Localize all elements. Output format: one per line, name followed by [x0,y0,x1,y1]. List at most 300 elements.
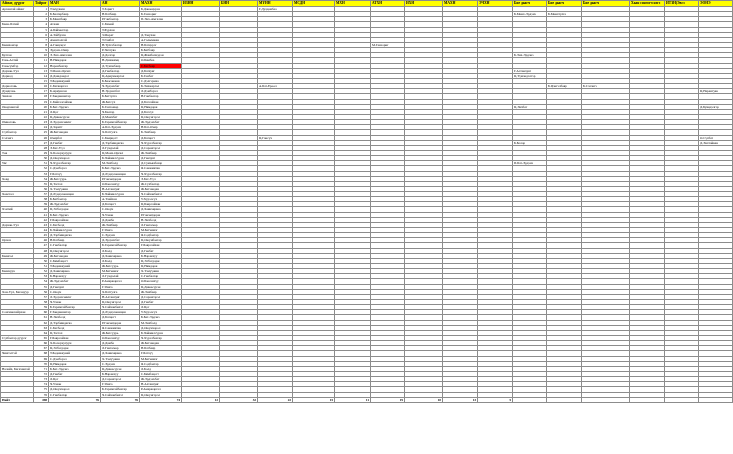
constituency-number-cell[interactable]: 19 [34,99,49,104]
candidate-cell[interactable]: С.Бамай [101,22,140,27]
candidate-cell[interactable]: Ц.Элбэгдорж [140,258,182,263]
constituency-number-cell[interactable]: 9 [34,48,49,53]
district-cell[interactable]: Баянхонгор [1,42,34,47]
candidate-cell[interactable]: Ж.Сүхбаатар [140,181,182,186]
total-count-cell[interactable] [699,397,733,402]
candidate-cell[interactable]: Ж.Энхбаяр [101,222,140,227]
candidate-cell[interactable]: Х.Тэмүүжин [49,186,101,191]
candidate-cell[interactable]: Р.Гончигдорж [140,212,182,217]
candidate-cell[interactable]: Ц.Даваасүрэн [140,284,182,289]
candidate-cell[interactable]: Д.Тэрбишдагва [49,233,101,238]
candidate-cell[interactable]: Ч.Сайханбилэг [101,392,140,397]
candidate-cell[interactable]: Г.Баярсайхан [49,336,101,341]
constituency-number-cell[interactable]: 49 [34,253,49,258]
candidate-cell[interactable]: Д.Тлеухан [140,32,182,37]
candidate-cell[interactable]: Т.Бадамжунай [49,351,101,356]
candidate-cell[interactable]: Н.Батцэрэг [140,42,182,47]
candidate-cell[interactable]: Г.Баярсайхан [49,217,101,222]
column-header[interactable]: Аймаг, дүүрэг [1,1,34,7]
constituency-number-cell[interactable]: 8 [34,42,49,47]
candidate-cell[interactable]: Р.Энхтуяа [101,48,140,53]
candidate-cell[interactable]: Ц.Оюунбаатар [140,238,182,243]
candidate-cell[interactable]: Б.Батбаяр [140,48,182,53]
candidate-cell[interactable]: Р.Амаржаргал [140,387,182,392]
district-cell[interactable]: Хан-Уул, Багануур [1,289,34,294]
candidate-cell[interactable]: Л.Цог [49,109,101,114]
candidate-cell[interactable]: Д.Оюунхорол [49,387,101,392]
constituency-number-cell[interactable]: 26 [34,135,49,140]
candidate-cell[interactable]: О.Бямбаа [140,58,182,63]
candidate-cell[interactable]: Б.Баасанжав [101,78,140,83]
candidate-cell[interactable]: Ц.Даваасүрэн [49,114,101,119]
constituency-number-cell[interactable]: 67 [34,346,49,351]
constituency-number-cell[interactable]: 14 [34,73,49,78]
candidate-cell[interactable]: Б.Бат-Эрдэнэ [49,104,101,109]
candidate-cell[interactable]: Б.Мөнх-Эрдэнэ [513,12,547,17]
candidate-cell[interactable]: Д.Дашдондог [49,73,101,78]
candidate-cell[interactable]: Ч.Улаан [101,212,140,217]
constituency-number-cell[interactable]: 31 [34,161,49,166]
constituency-number-cell[interactable]: 29 [34,150,49,155]
candidate-cell[interactable]: Д.Хаянхярваа [101,351,140,356]
candidate-cell[interactable]: А.Галымжан [140,37,182,42]
constituency-number-cell[interactable]: 23 [34,120,49,125]
district-cell[interactable]: Дорноговь [1,84,34,89]
constituency-number-cell[interactable]: 36 [34,186,49,191]
candidate-cell[interactable]: Ц.Баярсайхан [140,202,182,207]
candidate-cell[interactable]: Ж.Эрдэнэбат [49,202,101,207]
constituency-number-cell[interactable]: 10 [34,53,49,58]
candidate-cell[interactable]: С.Эрдэнэ [101,361,140,366]
constituency-number-cell[interactable]: 54 [34,279,49,284]
candidate-cell[interactable]: Д.Зоригт [49,125,101,130]
candidate-cell[interactable]: Л.Гантөмөр [140,222,182,227]
candidate-cell[interactable]: Ц.Элбэгдорж [49,207,101,212]
column-header[interactable]: ИТЗН(Эвсэ [665,1,699,7]
column-header[interactable]: БНН [220,1,258,7]
candidate-cell[interactable]: Н.Алтанхуяг [101,294,140,299]
candidate-cell[interactable]: Ц.Элбэгдорж [49,346,101,351]
candidate-cell[interactable]: Х.Болорчулуун [49,341,101,346]
candidate-cell[interactable]: Ц.Нямдорж [140,264,182,269]
candidate-cell[interactable]: Д.Ганбат [49,371,101,376]
candidate-cell[interactable]: Д.Энхтайван [699,140,733,145]
total-count-cell[interactable] [582,397,630,402]
candidate-cell[interactable]: Н.Батбаяр [49,238,101,243]
candidate-cell[interactable]: Б.Гантөмөр [101,104,140,109]
candidate-cell[interactable]: Х.Тэмүүжин [140,269,182,274]
candidate-cell[interactable]: Д.Батцогт [140,135,182,140]
candidate-cell[interactable]: Н.Нямдорж [49,58,101,63]
column-header[interactable]: ИХН [405,1,443,7]
candidate-cell[interactable]: С.Дэмбэрэл [49,356,101,361]
candidate-cell[interactable]: Эрдэнэ-Очир [49,48,101,53]
candidate-cell[interactable]: Т.Бадамжунай [49,78,101,83]
constituency-number-cell[interactable]: 30 [34,156,49,161]
candidate-cell[interactable]: С.Баярцогт [101,135,140,140]
candidate-cell[interactable]: Г.Баярсайхан [140,243,182,248]
total-count-cell[interactable] [630,397,665,402]
candidate-cell[interactable]: Д.Батсүх [140,109,182,114]
candidate-cell[interactable]: Д.Хаянхярваа [49,269,101,274]
candidate-cell[interactable]: Ч.Эрдэнэбат [101,84,140,89]
constituency-number-cell[interactable]: 64 [34,330,49,335]
district-cell[interactable]: Сэлэнгэ [1,135,34,140]
district-cell[interactable]: Баян-Өлгий [1,22,34,27]
candidate-cell[interactable]: Д.Оюунхорол [140,325,182,330]
candidate-cell[interactable]: Д.Батхуяг [140,68,182,73]
candidate-cell[interactable]: С.Бямбацогт [140,371,182,376]
candidate-cell[interactable]: Д.Тэрбишдагва [101,140,140,145]
candidate-cell[interactable]: Х.Баттулга [101,130,140,135]
candidate-cell[interactable]: Ц.Нарантуяа [699,89,733,94]
candidate-cell[interactable]: Д.Сумъяабазар [140,161,182,166]
constituency-number-cell[interactable]: 21 [34,109,49,114]
candidate-cell[interactable]: Д.Оюунхорол [49,156,101,161]
constituency-number-cell[interactable]: 55 [34,284,49,289]
candidate-cell[interactable]: Д.Дамба [101,341,140,346]
candidate-cell[interactable]: Б.Чойжилсүрэн [101,192,140,197]
constituency-number-cell[interactable]: 73 [34,377,49,382]
candidate-cell[interactable]: Х.Болорчулуун [49,150,101,155]
candidate-cell[interactable]: Ц.Тогтох [49,181,101,186]
candidate-cell[interactable]: Н.Ганбаатар [140,94,182,99]
constituency-number-cell[interactable]: 1 [34,7,49,12]
candidate-cell[interactable]: Я.Содбаатар [140,361,182,366]
total-count-cell[interactable]: 11 [335,397,371,402]
constituency-number-cell[interactable]: 70 [34,361,49,366]
column-header[interactable]: ЭЧХН [478,1,513,7]
candidate-cell[interactable]: Х.Тэмүүжин [101,356,140,361]
candidate-cell[interactable]: Очирбат [49,135,101,140]
candidate-cell[interactable]: С.Эрдэнэ [101,233,140,238]
candidate-cell[interactable]: Ж.Батзандан [49,130,101,135]
candidate-cell[interactable]: Тэмүүжин [49,7,101,12]
candidate-cell[interactable]: Б.Бат-Эрдэнэ [101,166,140,171]
column-header[interactable]: ЭОНЭ [699,1,733,7]
district-cell[interactable]: Өмнөговь [1,120,34,125]
constituency-number-cell[interactable]: 68 [34,351,49,356]
candidate-cell[interactable]: Д.Лүндээжанцан [49,192,101,197]
candidate-cell[interactable]: Н.Батбаяр [101,12,140,17]
constituency-number-cell[interactable]: 76 [34,392,49,397]
constituency-number-cell[interactable]: 13 [34,68,49,73]
candidate-cell[interactable]: Г.Уянга [101,284,140,289]
candidate-cell[interactable]: Ч.Сайханбилэг [101,305,140,310]
candidate-cell[interactable]: Ж.Батзандан [140,186,182,191]
candidate-cell[interactable]: Ц.Жамбалцэрэн [140,53,182,58]
district-cell[interactable]: Сүхбаатар [1,130,34,135]
candidate-cell[interactable]: М.Батчимэг [101,269,140,274]
candidate-cell[interactable]: Д.Эрдэнэбат [101,238,140,243]
candidate-cell[interactable]: Т.Мөнх-Оргил [49,68,101,73]
constituency-number-cell[interactable]: 18 [34,94,49,99]
candidate-cell[interactable]: Ж.Батзандан [140,341,182,346]
candidate-cell[interactable]: Н.Эрдэнэбат [101,89,140,94]
district-cell[interactable]: Төв [1,150,34,155]
column-header[interactable]: Хаан сонгогч нэгэ [630,1,665,7]
candidate-cell[interactable]: О.Баасанхүү [140,279,182,284]
candidate-cell[interactable]: Н.Алтанхуяг [101,186,140,191]
candidate-cell[interactable]: Л.Болд [101,258,140,263]
candidate-cell[interactable]: Ч.Хүрэлбаатар [49,161,101,166]
constituency-number-cell[interactable]: 75 [34,387,49,392]
candidate-cell[interactable]: Ц.Оюунгэрэл [101,300,140,305]
candidate-cell[interactable]: С.Байгалсайхан [49,99,101,104]
candidate-cell[interactable]: Д.Хаянхярваа [140,207,182,212]
district-cell[interactable]: Баянгол [1,253,34,258]
district-cell[interactable]: Ховд [1,176,34,181]
district-cell[interactable]: Архангай аймаг [1,7,34,12]
candidate-cell[interactable]: Н.Бат-Очир [140,125,182,130]
candidate-cell[interactable]: Б.Чойжилсүрэн [140,330,182,335]
candidate-cell[interactable]: Ж.Эрдэнэбат [140,120,182,125]
candidate-cell[interactable]: Д.Ганхуяг [49,284,101,289]
candidate-cell[interactable]: Ц.Нямдорж [49,361,101,366]
candidate-cell[interactable]: М.Энхболд [140,320,182,325]
column-header[interactable]: МАХН [443,1,478,7]
candidate-cell[interactable]: Б.Баатарбаяр [49,12,101,17]
candidate-cell[interactable]: Ч.Хүрэлбаатар [140,171,182,176]
constituency-number-cell[interactable]: 11 [34,58,49,63]
candidate-cell[interactable]: Г.Уянга [101,228,140,233]
candidate-cell[interactable]: Л.Гүндалай [101,145,140,150]
candidate-cell[interactable]: Ж.Эрдэнэбат [49,279,101,284]
total-count-cell[interactable]: 76 [49,397,101,402]
total-count-cell[interactable]: 76 [101,397,140,402]
district-cell[interactable]: Дархан-Уул [1,68,34,73]
candidate-cell[interactable]: Ц.Энхбат [513,104,547,109]
constituency-number-cell[interactable]: 69 [34,356,49,361]
candidate-cell[interactable]: С.Батбаяр [140,63,182,68]
candidate-cell[interactable]: Н.Энхболд [140,217,182,222]
candidate-cell[interactable]: Н.Энхболд [49,315,101,320]
candidate-cell[interactable]: О.Сүхбат [699,135,733,140]
column-header[interactable]: Бие даагч [513,1,547,7]
constituency-number-cell[interactable]: 63 [34,325,49,330]
candidate-cell[interactable]: Л.Гүндалай [101,274,140,279]
candidate-cell[interactable]: Р.Гончигдорж [101,176,140,181]
candidate-cell[interactable]: Д.Мөнхбат [101,114,140,119]
constituency-number-cell[interactable]: 45 [34,233,49,238]
candidate-cell[interactable]: Т.Бадамжунай [49,264,101,269]
candidate-cell[interactable]: Д.Ганбат [140,248,182,253]
constituency-number-cell[interactable]: 32 [34,166,49,171]
candidate-cell[interactable]: Л.Цог [49,377,101,382]
candidate-cell[interactable]: С.Батжаргал [49,84,101,89]
candidate-cell[interactable]: Э.Бат-Үүл [140,176,182,181]
candidate-cell[interactable]: О.Баасанхүү [101,181,140,186]
total-count-cell[interactable]: 74 [140,397,182,402]
candidate-cell[interactable]: Ж.Батсүх [101,99,140,104]
candidate-cell[interactable]: Д.Сарангэрэл [140,145,182,150]
candidate-cell[interactable]: Б.Гарамгайбаатар [49,305,101,310]
candidate-cell[interactable]: Д.Лүндээжанцан [101,171,140,176]
constituency-number-cell[interactable]: 62 [34,320,49,325]
candidate-cell[interactable]: Б.Энхжаргал [140,84,182,89]
district-cell[interactable]: Чингэлтэй [1,351,34,356]
constituency-number-cell[interactable]: 2 [34,12,49,17]
candidate-cell[interactable]: Д.Дамба [101,217,140,222]
candidate-cell[interactable]: Ж.Батсуурь [49,176,101,181]
candidate-cell[interactable]: Б.Мөнхбаяр [49,17,101,22]
candidate-cell[interactable]: Ж.Батсуурь [101,330,140,335]
candidate-cell[interactable]: Г.Батхүү [140,351,182,356]
constituency-number-cell[interactable]: 28 [34,145,49,150]
district-cell[interactable]: Баянзүрх [1,269,34,274]
candidate-cell[interactable]: С.Батболд [49,325,101,330]
candidate-cell[interactable]: А.Бат-Ерөөл [258,84,293,89]
constituency-number-cell[interactable]: 37 [34,192,49,197]
candidate-cell[interactable]: А.Тлейхан [101,197,140,202]
district-cell[interactable]: Дундговь [1,89,34,94]
column-header[interactable]: АН [101,1,140,7]
candidate-cell[interactable]: С.Ганбаатар [140,274,182,279]
candidate-cell[interactable]: С.Батболд [49,222,101,227]
total-label[interactable]: Нийт [1,397,34,402]
candidate-cell[interactable]: Л.Цог [140,305,182,310]
candidate-cell[interactable]: С.Дэлгэрмаа [140,78,182,83]
candidate-cell[interactable]: Л.Гантөмөр [101,346,140,351]
candidate-cell[interactable]: Б.Батбаатар [49,197,101,202]
candidate-cell[interactable]: Д.Тэрбишдагва [49,320,101,325]
candidate-cell[interactable]: Ц.Мөнх-Оргил [101,150,140,155]
candidate-cell[interactable]: Д.Батсайхан [140,99,182,104]
column-header[interactable]: ИЗНН [182,1,220,7]
candidate-cell[interactable]: Б.Сэлэнгэ [582,84,630,89]
district-cell[interactable]: Хөвсгөл [1,192,34,197]
constituency-number-cell[interactable]: 34 [34,176,49,181]
candidate-cell[interactable]: Б.Бат-Эрдэнэ [49,212,101,217]
constituency-number-cell[interactable]: 53 [34,274,49,279]
candidate-cell[interactable]: Г.Занданшатар [49,94,101,99]
candidate-cell[interactable]: Р.Ганбаатар [101,17,140,22]
candidate-cell[interactable]: Ж.Батсуурь [101,264,140,269]
constituency-number-cell[interactable]: 50 [34,258,49,263]
constituency-number-cell[interactable]: 57 [34,294,49,299]
constituency-number-cell[interactable]: 66 [34,341,49,346]
candidate-cell[interactable]: Ц.Оюунгэрэл [140,114,182,119]
column-header[interactable]: АТХН [371,1,405,7]
candidate-cell[interactable]: Л.Эрдэнэчимэг [49,120,101,125]
candidate-cell[interactable]: А.Бат-Эрдэнэ [101,125,140,130]
candidate-cell[interactable]: П.Бат-Эрдэнэ [513,161,547,166]
total-count-cell[interactable]: 15 [293,397,335,402]
constituency-number-cell[interactable]: 22 [34,114,49,119]
candidate-cell[interactable]: Э.Бат-Үүл [49,145,101,150]
candidate-cell[interactable]: А.Зэйбулла [49,32,101,37]
column-header[interactable]: МСДН [293,1,335,7]
constituency-number-cell[interactable]: 7 [34,37,49,42]
constituency-number-cell[interactable]: 46 [34,238,49,243]
column-header[interactable]: МҮНН [258,1,293,7]
candidate-cell[interactable]: Ч.Хүрэлбаатар [140,336,182,341]
candidate-cell[interactable]: Наранбаатар [49,63,101,68]
candidate-cell[interactable]: Д.Ганбат [140,300,182,305]
candidate-cell[interactable]: Амантолгой [49,37,101,42]
candidate-cell[interactable]: Б.Гарамгайбаатар [101,387,140,392]
candidate-cell[interactable]: Д.Долгор [101,53,140,58]
candidate-cell[interactable]: М.Энхболд [101,161,140,166]
total-count-cell[interactable] [513,397,547,402]
constituency-number-cell[interactable]: 65 [34,336,49,341]
constituency-number-cell[interactable]: 51 [34,264,49,269]
total-count-cell[interactable]: 13 [443,397,478,402]
candidate-cell[interactable]: Д.Сарангэрэл [101,377,140,382]
constituency-number-cell[interactable]: 43 [34,222,49,227]
constituency-number-cell[interactable]: 17 [34,89,49,94]
column-header[interactable]: Бие даагч [582,1,630,7]
candidate-cell[interactable]: Д.Ганбат [49,140,101,145]
candidate-cell[interactable]: П.Энх-Амгалан [140,17,182,22]
candidate-cell[interactable]: Ч.Сайханбилэг [140,192,182,197]
total-count-cell[interactable] [665,397,699,402]
candidate-cell[interactable]: Ц.Ариунжаргал [101,73,140,78]
candidate-cell[interactable]: Б.Даваацэрэн [140,7,182,12]
candidate-cell[interactable]: Л.Эрдэнэчимэг [49,294,101,299]
constituency-number-cell[interactable]: 3 [34,17,49,22]
candidate-cell[interactable]: Г.Занданшатар [49,310,101,315]
candidate-cell[interactable]: Б.Ганбат [140,73,182,78]
candidate-cell[interactable]: Г.Алтанхуяг [513,68,547,73]
total-count-cell[interactable]: 22 [258,397,293,402]
district-cell[interactable]: Булган [1,53,34,58]
constituency-number-cell[interactable]: 74 [34,382,49,387]
candidate-cell[interactable]: Б.Гарамгайбаатар [101,120,140,125]
constituency-number-cell[interactable]: 61 [34,315,49,320]
candidate-cell[interactable]: Ж.Энхбаяр [140,289,182,294]
candidate-cell[interactable]: Б.Наранхүү [101,371,140,376]
candidate-cell[interactable]: Г.Батхүү [49,171,101,176]
district-cell[interactable]: Сонгинохайрхан [1,310,34,315]
candidate-cell[interactable]: Л.Болд [101,248,140,253]
candidate-cell[interactable]: С.Оюун [49,289,101,294]
candidate-cell[interactable]: Б.Баттулга [101,94,140,99]
candidate-cell[interactable]: Б.Ганзориг [140,12,182,17]
candidate-cell[interactable]: Р.Амаржаргал [101,279,140,284]
candidate-cell[interactable]: Ц.Түмэндэлгэр [513,73,547,78]
candidate-cell[interactable]: Ц.Оюунгэрэл [140,392,182,397]
candidate-cell[interactable]: Р.Гончигдорж [101,320,140,325]
candidate-cell[interactable]: Н.Дашжамц [101,58,140,63]
candidate-cell[interactable]: С.Ганбаатар [49,243,101,248]
candidate-cell[interactable]: Ц.Оюунгэрэл [49,248,101,253]
candidate-cell[interactable]: Т.Бүрхан [101,27,140,32]
constituency-number-cell[interactable]: 35 [34,181,49,186]
constituency-number-cell[interactable]: 44 [34,228,49,233]
candidate-cell[interactable]: Ж.Эрдэнэбат [140,377,182,382]
constituency-number-cell[interactable]: 6 [34,32,49,37]
total-count-cell[interactable]: 498 [34,397,49,402]
candidate-cell[interactable]: Ц.Нямдорж [140,104,182,109]
candidate-cell[interactable]: Д.Хаянхярваа [101,253,140,258]
candidate-cell[interactable]: Б.Мөнхтулга [547,12,582,17]
candidate-cell[interactable]: Д.Батцогт [101,315,140,320]
candidate-cell[interactable]: Э.Энх-Амгалан [49,53,101,58]
candidate-cell[interactable]: Ц.Даваасүрэн [101,366,140,371]
candidate-cell[interactable]: Б.Бат-Эрдэнэ [49,366,101,371]
constituency-number-cell[interactable]: 33 [34,171,49,176]
constituency-number-cell[interactable]: 60 [34,310,49,315]
constituency-number-cell[interactable]: 56 [34,289,49,294]
candidate-cell[interactable]: А.Баймөхтар [49,27,101,32]
candidate-cell[interactable]: Б.Наранхүү [49,274,101,279]
constituency-number-cell[interactable]: 4 [34,22,49,27]
district-cell[interactable]: Говьсүмбэр [1,63,34,68]
candidate-cell[interactable]: А.Ганцэцэг [49,42,101,47]
candidate-cell[interactable]: О.Баасанхүү [101,336,140,341]
candidate-cell[interactable]: Д.Буяндэлгэр [699,104,733,109]
